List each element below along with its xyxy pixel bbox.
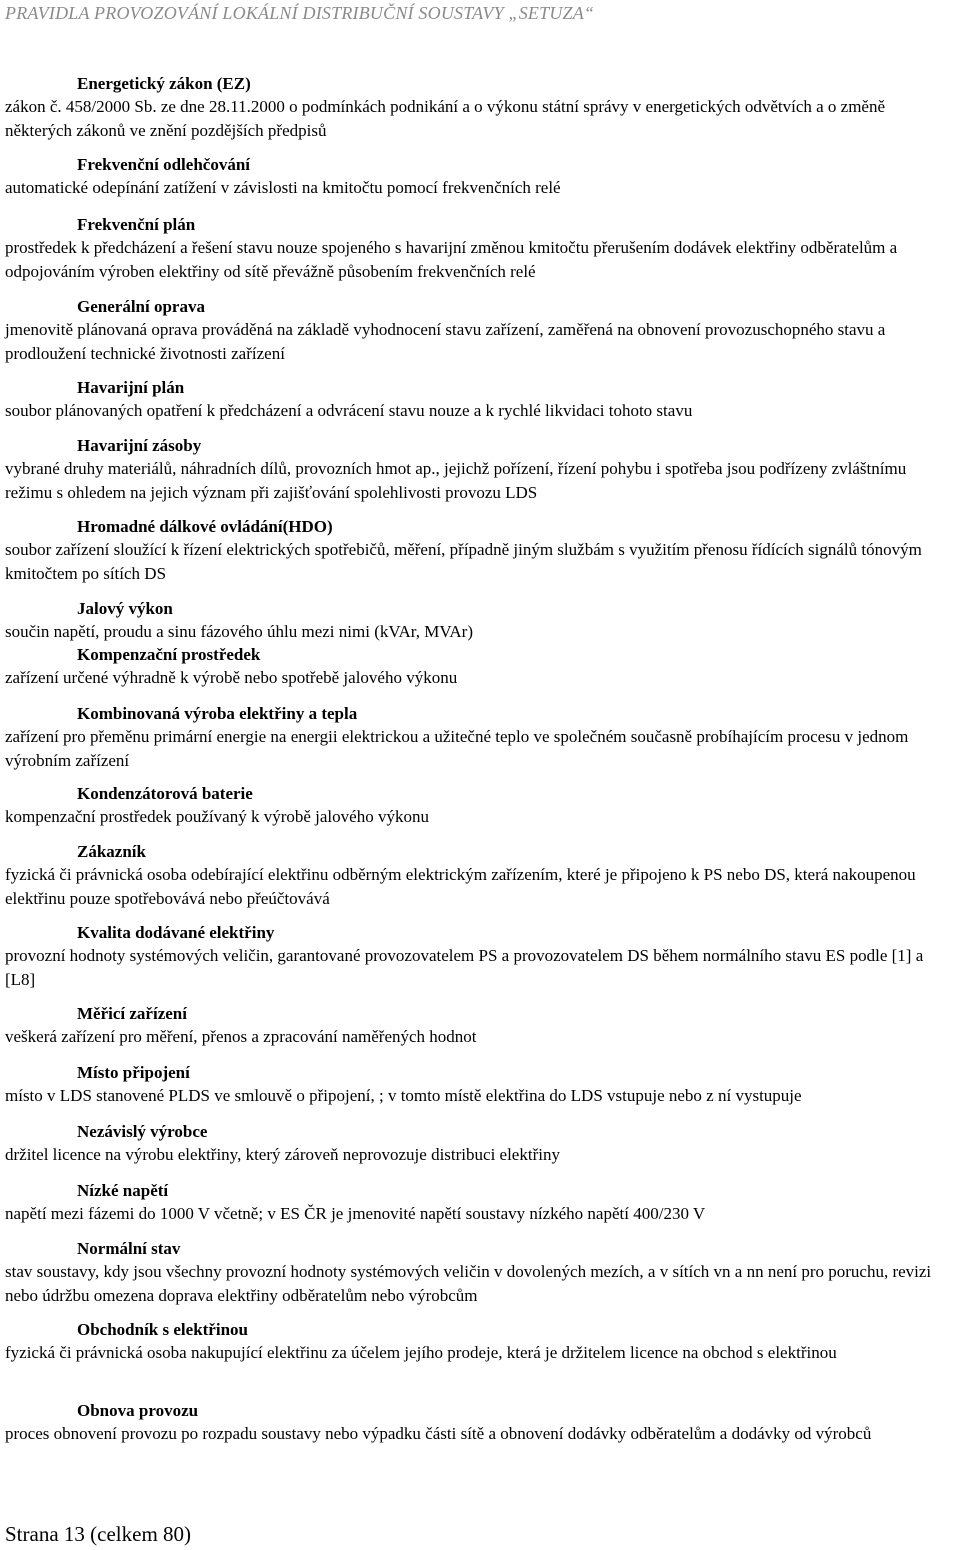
glossary-definition: držitel licence na výrobu elektřiny, který zároveň neprovozuje distribuci elektřiny xyxy=(5,1145,560,1164)
glossary-term: Kondenzátorová baterie xyxy=(77,784,253,803)
glossary-term: Havarijní zásoby xyxy=(77,436,202,455)
glossary-term: Frekvenční odlehčování xyxy=(77,155,250,174)
glossary-definition: provozní hodnoty systémových veličin, garantované provozovatelem PS a provozovatelem DS během normálního stavu ES podle [1] a [L8] xyxy=(5,946,924,989)
document-header: PRAVIDLA PROVOZOVÁNÍ LOKÁLNÍ DISTRIBUČNÍ SOUSTAVY „SETUZA“ xyxy=(5,3,595,23)
glossary-term: Hromadné dálkové ovládání(HDO) xyxy=(77,517,333,536)
glossary-definition: soubor plánovaných opatření k předcházení a odvrácení stavu nouze a k rychlé likvidaci tohoto stavu xyxy=(5,401,693,420)
glossary-definition: napětí mezi fázemi do 1000 V včetně; v ES ČR je jmenovité napětí soustavy nízkého napětí 400/230 V xyxy=(5,1204,706,1223)
glossary-term: Měřicí zařízení xyxy=(77,1004,187,1023)
glossary-definition: fyzická či právnická osoba odebírající elektřinu odběrným elektrickým zařízením, které je připojeno k PS nebo DS, která nakoupenou elektřinu pouze spotřebovává nebo přeúčtovává xyxy=(5,865,916,908)
glossary-term: Místo připojení xyxy=(77,1063,190,1082)
glossary-term: Kompenzační prostředek xyxy=(77,645,261,664)
glossary-term: Havarijní plán xyxy=(77,378,185,397)
glossary-term: Obchodník s elektřinou xyxy=(77,1320,248,1339)
glossary-term: Normální stav xyxy=(77,1239,181,1258)
glossary-term: Obnova provozu xyxy=(77,1401,199,1420)
glossary-definition: fyzická či právnická osoba nakupující elektřinu za účelem jejího prodeje, která je držitelem licence na obchod s elektřinou xyxy=(5,1343,837,1362)
glossary-term: Jalový výkon xyxy=(77,599,173,618)
glossary-term: Generální oprava xyxy=(77,297,205,316)
glossary-definition: veškerá zařízení pro měření, přenos a zpracování naměřených hodnot xyxy=(5,1027,477,1046)
glossary-term: Kvalita dodávané elektřiny xyxy=(77,923,275,942)
page-number: Strana 13 (celkem 80) xyxy=(5,1522,192,1546)
glossary-term: Zákazník xyxy=(77,842,146,861)
glossary-definition: vybrané druhy materiálů, náhradních dílů, provozních hmot ap., jejichž pořízení, řízení pohybu i spotřeba jsou podřízeny zvláštnímu režimu s ohledem na jejich význam při zajišťování spolehlivosti provozu LDS xyxy=(5,459,907,502)
glossary-term: Frekvenční plán xyxy=(77,215,196,234)
glossary-term: Energetický zákon (EZ) xyxy=(77,74,251,93)
glossary-definition: zákon č. 458/2000 Sb. ze dne 28.11.2000 o podmínkách podnikání a o výkonu státní správy v energetických odvětvích a o změně některých zákonů ve znění pozdějších předpisů xyxy=(5,97,886,140)
glossary-definition: součin napětí, proudu a sinu fázového úhlu mezi nimi (kVAr, MVAr) xyxy=(5,622,473,641)
glossary-definition: zařízení pro přeměnu primární energie na energii elektrickou a užitečné teplo ve společném současně probíhajícím procesu v jednom výrobním zařízení xyxy=(5,727,909,770)
glossary-definition: stav soustavy, kdy jsou všechny provozní hodnoty systémových veličin v dovolených mezích, a v sítích vn a nn není pro poruchu, revizi nebo údržbu omezena doprava elektřiny odběratelům nebo výrobcům xyxy=(5,1262,932,1305)
glossary-definition: soubor zařízení sloužící k řízení elektrických spotřebičů, měření, případně jiným službám s využitím přenosu řídících signálů tónovým kmitočtem po sítích DS xyxy=(5,540,922,583)
glossary-term: Nízké napětí xyxy=(77,1181,169,1200)
glossary-definition: místo v LDS stanovené PLDS ve smlouvě o připojení, ; v tomto místě elektřina do LDS vstupuje nebo z ní vystupuje xyxy=(5,1086,802,1105)
glossary-term: Kombinovaná výroba elektřiny a tepla xyxy=(77,704,358,723)
glossary-definition: jmenovitě plánovaná oprava prováděná na základě vyhodnocení stavu zařízení, zaměřená na obnovení provozuschopného stavu a prodloužení technické životnosti zařízení xyxy=(5,320,886,363)
glossary-definition: prostředek k předcházení a řešení stavu nouze spojeného s havarijní změnou kmitočtu přerušením dodávek elektřiny odběratelům a odpojováním výroben elektřiny od sítě převážně působením frekvenčních relé xyxy=(5,238,898,281)
glossary-definition: proces obnovení provozu po rozpadu soustavy nebo výpadku části sítě a obnovení dodávky odběratelům a dodávky od výrobců xyxy=(5,1424,872,1443)
glossary-definition: automatické odepínání zatížení v závislosti na kmitočtu pomocí frekvenčních relé xyxy=(5,178,561,197)
glossary-term: Nezávislý výrobce xyxy=(77,1122,208,1141)
glossary-definition: kompenzační prostředek používaný k výrobě jalového výkonu xyxy=(5,807,429,826)
glossary-definition: zařízení určené výhradně k výrobě nebo spotřebě jalového výkonu xyxy=(5,668,458,687)
